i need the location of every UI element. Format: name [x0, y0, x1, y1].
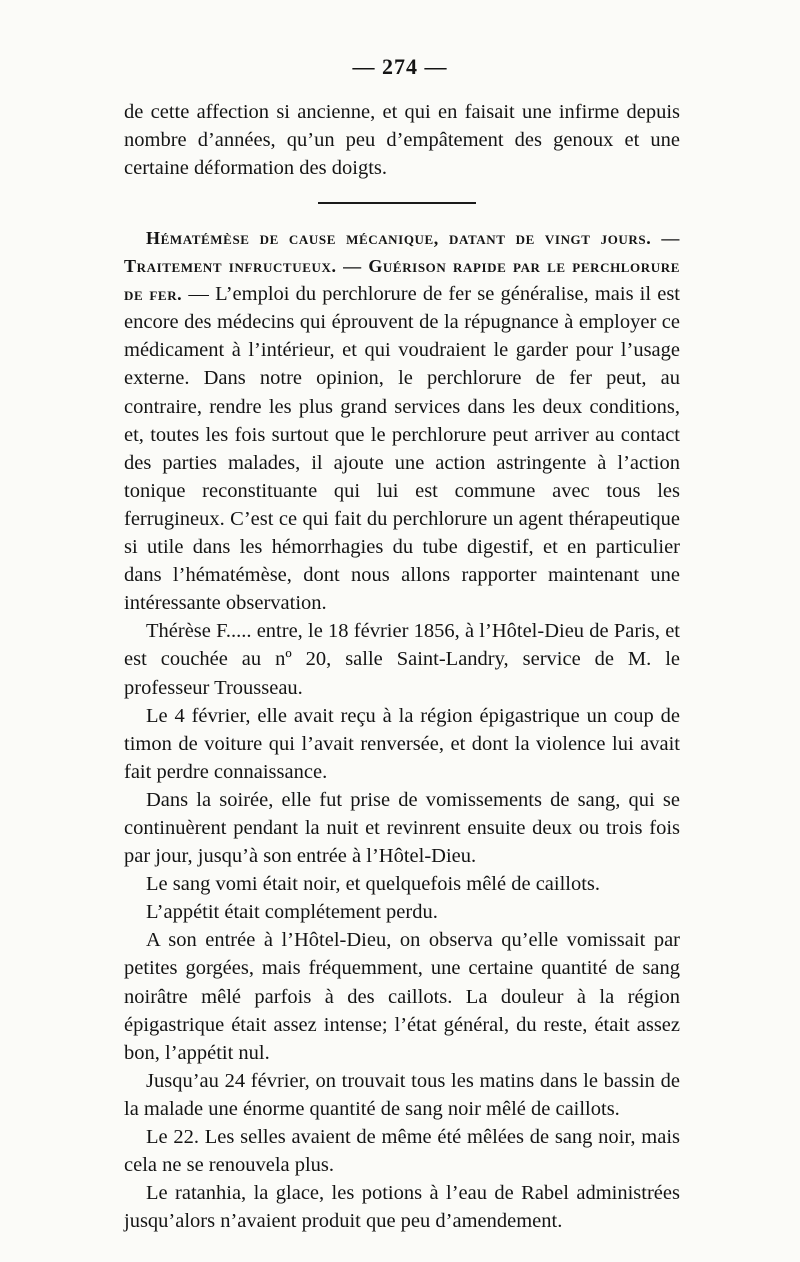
- paragraph-3: Dans la soirée, elle fut prise de vomissements de sang, qui se continuèrent pendant la nuit et revinrent ensuite deux ou trois fois par jour, jusqu’à son entrée à l’Hôtel-Dieu.: [124, 788, 680, 868]
- paragraph-7: Jusqu’au 24 février, on trouvait tous les matins dans le bassin de la malade une énorme quantité de sang noir mêlé de caillots.: [124, 1069, 680, 1120]
- paragraph-2: Le 4 février, elle avait reçu à la région épigastrique un coup de timon de voiture qui l’avait renversée, et dont la violence lui avait fait perdre connaissance.: [124, 704, 680, 783]
- section-divider: [318, 202, 476, 204]
- paragraph-5: L’appétit était complétement perdu.: [146, 901, 438, 924]
- case-heading-body: — L’emploi du perchlorure de fer se généralise, mais il est encore des médecins qui éprouvent de la répugnance à employer ce médicament à l’intérieur, et qui voudraient le garder pour l’usage externe. Dans notre opinion, le perchlorure de fer peut, au contraire, rendre les plus grand services dans les deux conditions, et, toutes les fois surtout que le perchlorure peut arriver au contact des parties malades, il ajoute une action astringente à l’action tonique reconstituante qui lui est commune avec tous les ferrugineux. C’est ce qui fait du perchlorure un agent thérapeutique si utile dans les hémorrhagies du tube digestif, et en particulier dans l’hématémèse, dont nous allons rapporter maintenant une intéressante observation.: [124, 283, 680, 615]
- case-heading-title: Hématémèse de cause mécanique, datant de vingt jours. — Traitement infructueux. — Guérison rapide par le perchlorure de fer.: [124, 228, 680, 305]
- intro-paragraph-block: [124, 98, 680, 182]
- paragraph-9: Le ratanhia, la glace, les potions à l’eau de Rabel administrées jusqu’alors n’avaient produit que peu d’amendement.: [124, 1182, 680, 1233]
- paragraph-1: Thérèse F..... entre, le 18 février 1856, à l’Hôtel-Dieu de Paris, et est couchée au nº 20, salle Saint-Landry, service de M. le professeur Trousseau.: [124, 620, 680, 699]
- paragraph-4: Le sang vomi était noir, et quelquefois mêlé de caillots.: [146, 873, 601, 896]
- page-number: — 274 —: [352, 54, 448, 79]
- paragraph-6: A son entrée à l’Hôtel-Dieu, on observa qu’elle vomissait par petites gorgées, mais fréquemment, une certaine quantité de sang noirâtre mêlé parfois à des caillots. La douleur à la région épigastrique était assez intense; l’état général, du reste, était assez bon, l’appétit nul.: [124, 929, 680, 1064]
- intro-paragraph: de cette affection si ancienne, et qui en faisait une infirme depuis nombre d’années, qu’un peu d’empâtement des genoux et une certaine déformation des doigts.: [124, 101, 680, 180]
- main-text-block: [124, 224, 680, 1235]
- case-heading-paragraph: [124, 224, 680, 617]
- paragraph-8: Le 22. Les selles avaient de même été mêlées de sang noir, mais cela ne se renouvela plus.: [124, 1126, 680, 1177]
